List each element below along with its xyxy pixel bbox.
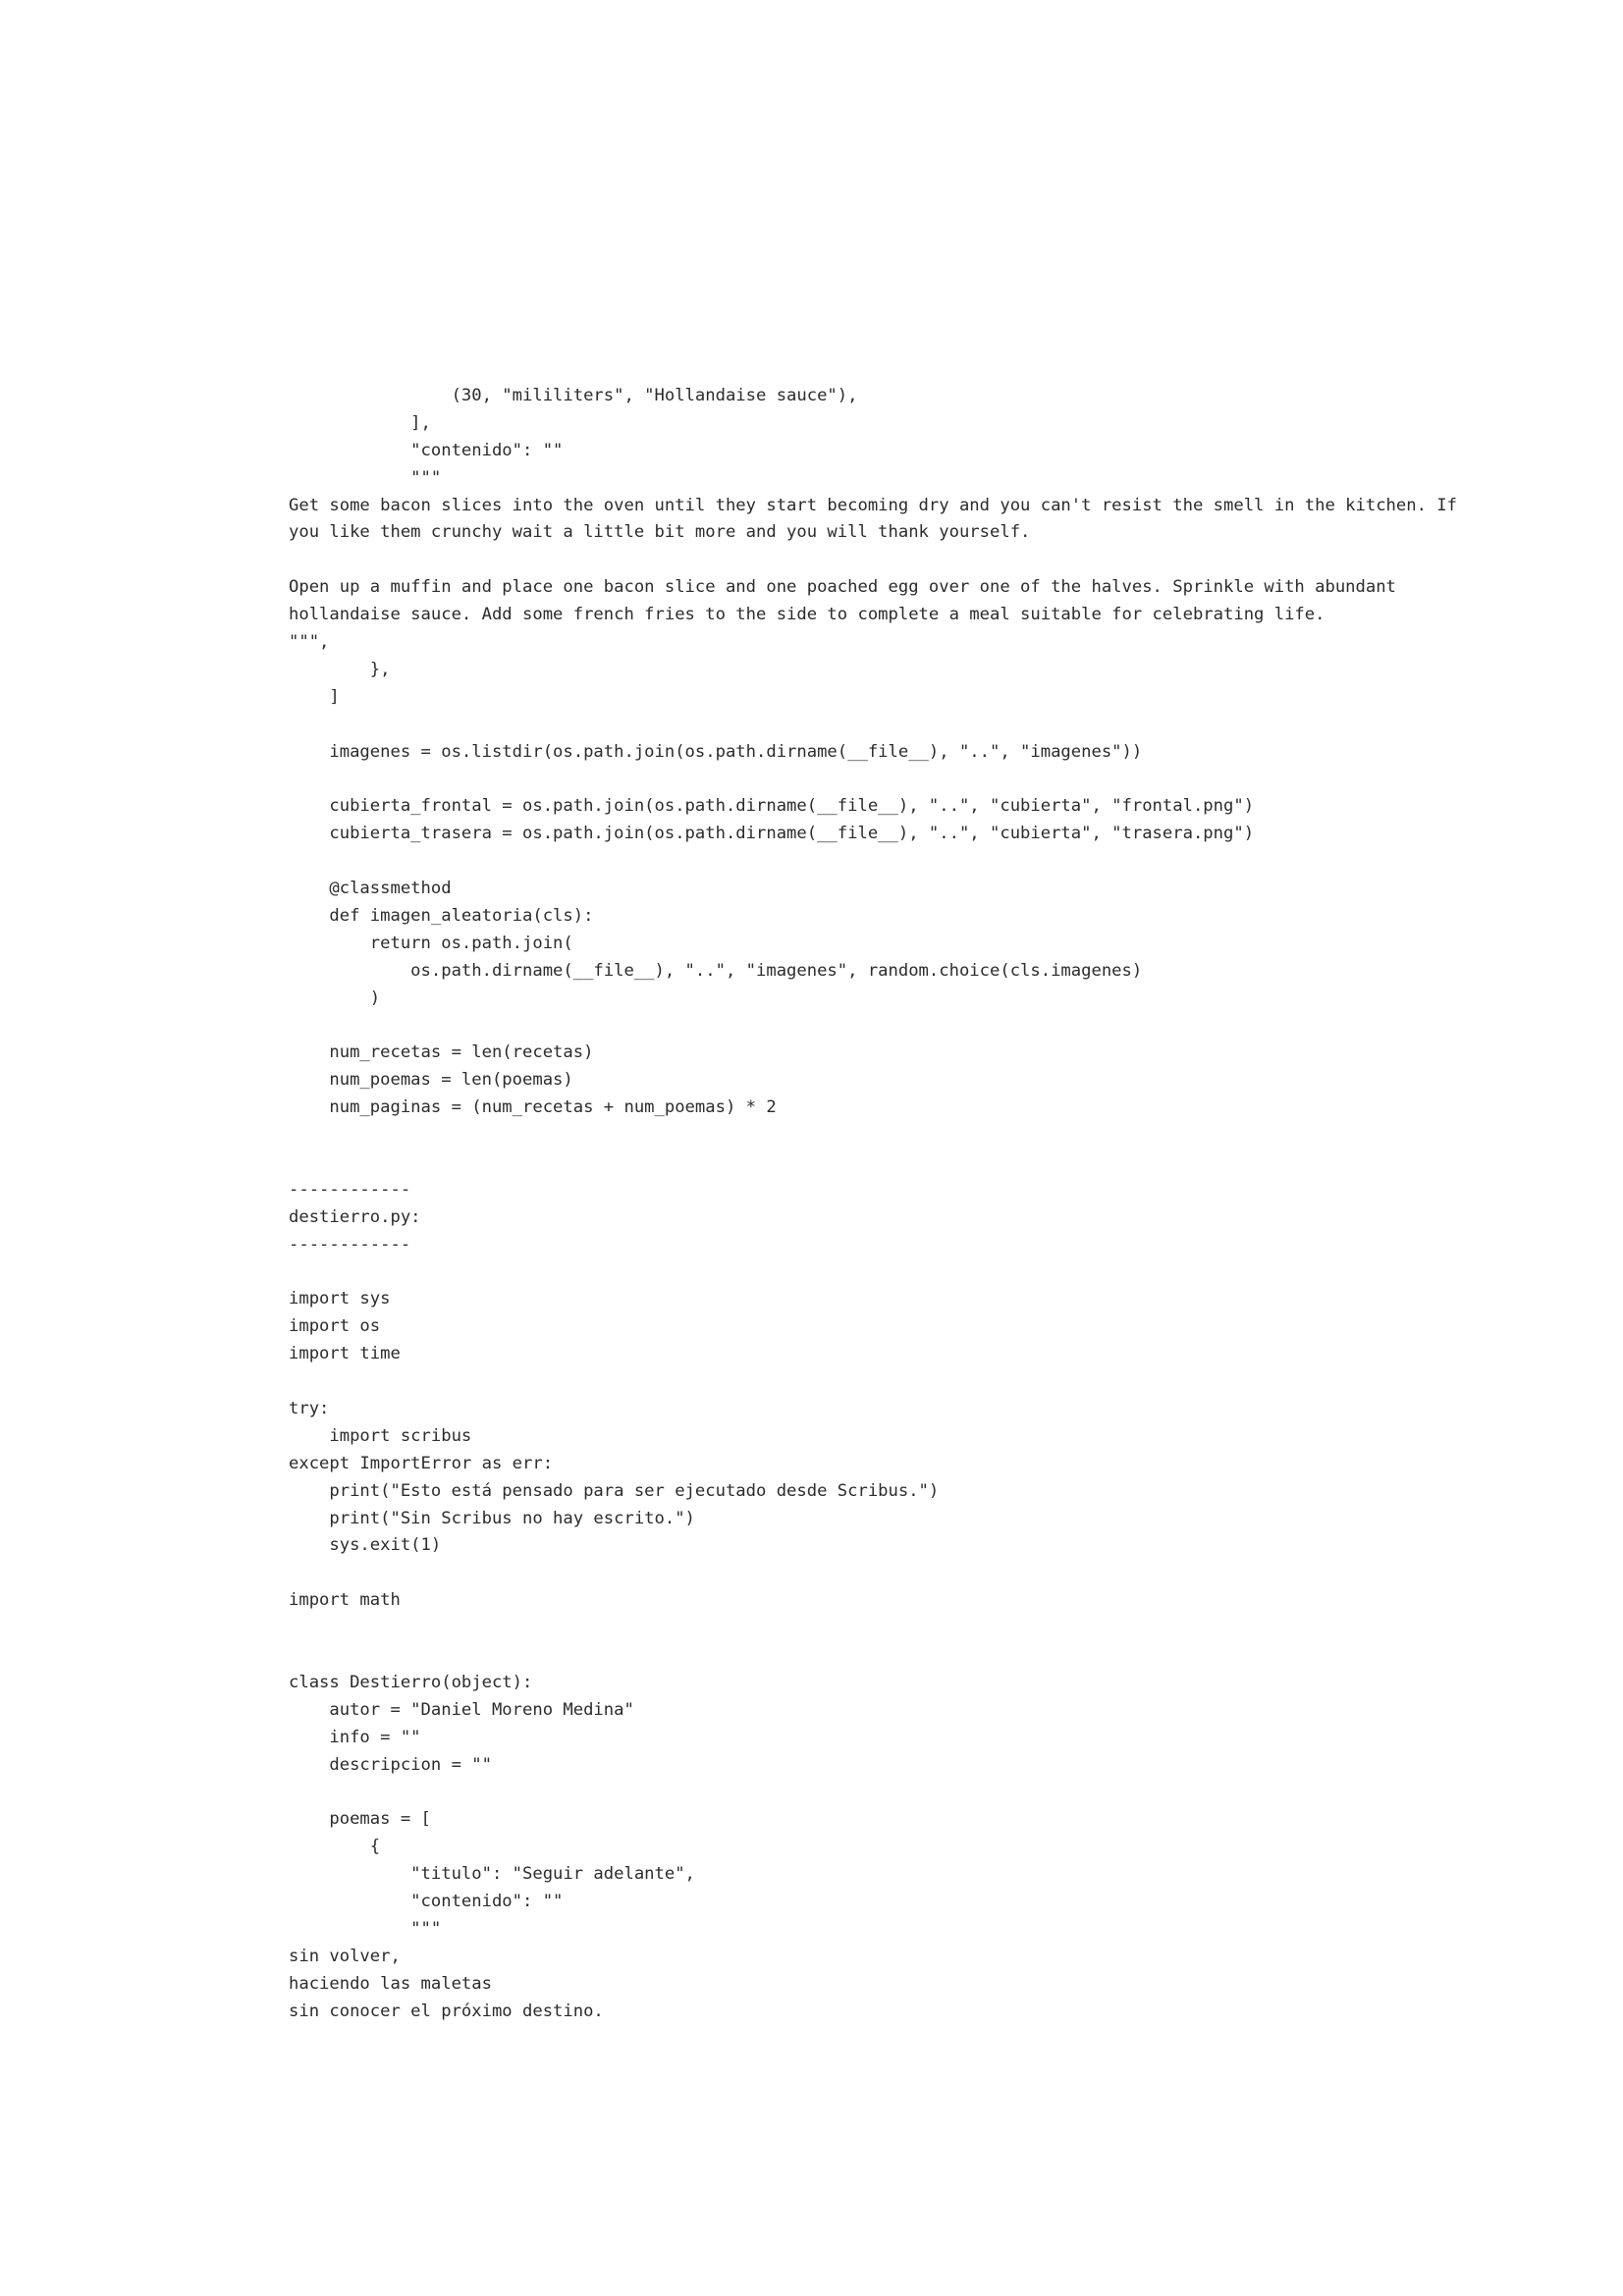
code-line: os.path.dirname(__file__), "..", "imagenes", random.choice(cls.imagenes) <box>289 960 1143 981</box>
code-line: ], <box>289 412 431 433</box>
code-line: sin volver, <box>289 1946 401 1966</box>
code-line: """, <box>289 632 330 653</box>
code-line <box>289 848 1457 876</box>
code-line: import math <box>289 1590 401 1611</box>
code-line: try: <box>289 1398 330 1418</box>
code-line: def imagen_aleatoria(cls): <box>289 905 594 926</box>
code-line: cubierta_frontal = os.path.join(os.path.dirname(__file__), "..", "cubierta", "frontal.png") <box>289 796 1255 817</box>
code-line: }, <box>289 659 391 679</box>
code-line: import sys <box>289 1289 391 1309</box>
code-line: import scribus <box>289 1425 472 1446</box>
code-listing <box>289 383 1457 2025</box>
code-line <box>289 766 1457 793</box>
code-line: "contenido": "" <box>289 1891 564 1911</box>
code-line: return os.path.join( <box>289 933 573 953</box>
code-line: num_poemas = len(poemas) <box>289 1070 573 1091</box>
code-line: ] <box>289 686 340 707</box>
code-line: ) <box>289 988 381 1008</box>
code-line: """ <box>289 1918 442 1939</box>
code-line <box>289 1779 1457 1806</box>
code-line: (30, "mililiters", "Hollandaise sauce"), <box>289 386 858 405</box>
code-line: num_paginas = (num_recetas + num_poemas) * 2 <box>289 1097 777 1118</box>
code-line: { <box>289 1837 381 1857</box>
code-line: @classmethod <box>289 879 452 899</box>
code-line: except ImportError as err: <box>289 1453 554 1473</box>
code-line: print("Sin Scribus no hay escrito.") <box>289 1508 695 1528</box>
code-line <box>289 1615 1457 1642</box>
code-line: class Destierro(object): <box>289 1672 533 1692</box>
code-line <box>289 1012 1457 1040</box>
code-line: sin conocer el próximo destino. <box>289 2001 604 2021</box>
code-line <box>289 1642 1457 1670</box>
code-line: "titulo": "Seguir adelante", <box>289 1864 695 1885</box>
code-line <box>289 1560 1457 1587</box>
code-line: import time <box>289 1344 401 1364</box>
code-line: destierro.py: <box>289 1206 421 1227</box>
code-line <box>289 1368 1457 1396</box>
code-line: haciendo las maletas <box>289 1973 492 1994</box>
code-line: sys.exit(1) <box>289 1535 442 1556</box>
code-line: poemas = [ <box>289 1809 431 1830</box>
code-line: ------------ <box>289 1234 411 1255</box>
code-line: cubierta_trasera = os.path.join(os.path.dirname(__file__), "..", "cubierta", "trasera.png") <box>289 824 1255 844</box>
code-line: "contenido": "" <box>289 440 564 460</box>
code-line <box>289 1259 1457 1287</box>
code-line <box>289 1149 1457 1177</box>
code-line: """ <box>289 467 442 488</box>
code-line <box>289 712 1457 739</box>
code-line: hollandaise sauce. Add some french fries to the side to complete a meal suitable for celebrating life. <box>289 605 1325 625</box>
code-line: print("Esto está pensado para ser ejecutado desde Scribus.") <box>289 1480 940 1501</box>
code-line: Open up a muffin and place one bacon slice and one poached egg over one of the halves. Sprinkle with abundant <box>289 577 1396 598</box>
code-line: Get some bacon slices into the oven until they start becoming dry and you can't resist the smell in the kitchen. If <box>289 495 1457 515</box>
code-line: imagenes = os.listdir(os.path.join(os.path.dirname(__file__), "..", "imagenes")) <box>289 741 1143 762</box>
code-line <box>289 547 1457 574</box>
code-line: num_recetas = len(recetas) <box>289 1042 594 1063</box>
code-line: info = "" <box>289 1727 421 1747</box>
code-line: ------------ <box>289 1179 411 1200</box>
code-line: you like them crunchy wait a little bit more and you will thank yourself. <box>289 522 1031 543</box>
code-line: autor = "Daniel Moreno Medina" <box>289 1699 634 1720</box>
code-line <box>289 1122 1457 1149</box>
code-line: import os <box>289 1316 381 1337</box>
code-line: descripcion = "" <box>289 1754 492 1775</box>
